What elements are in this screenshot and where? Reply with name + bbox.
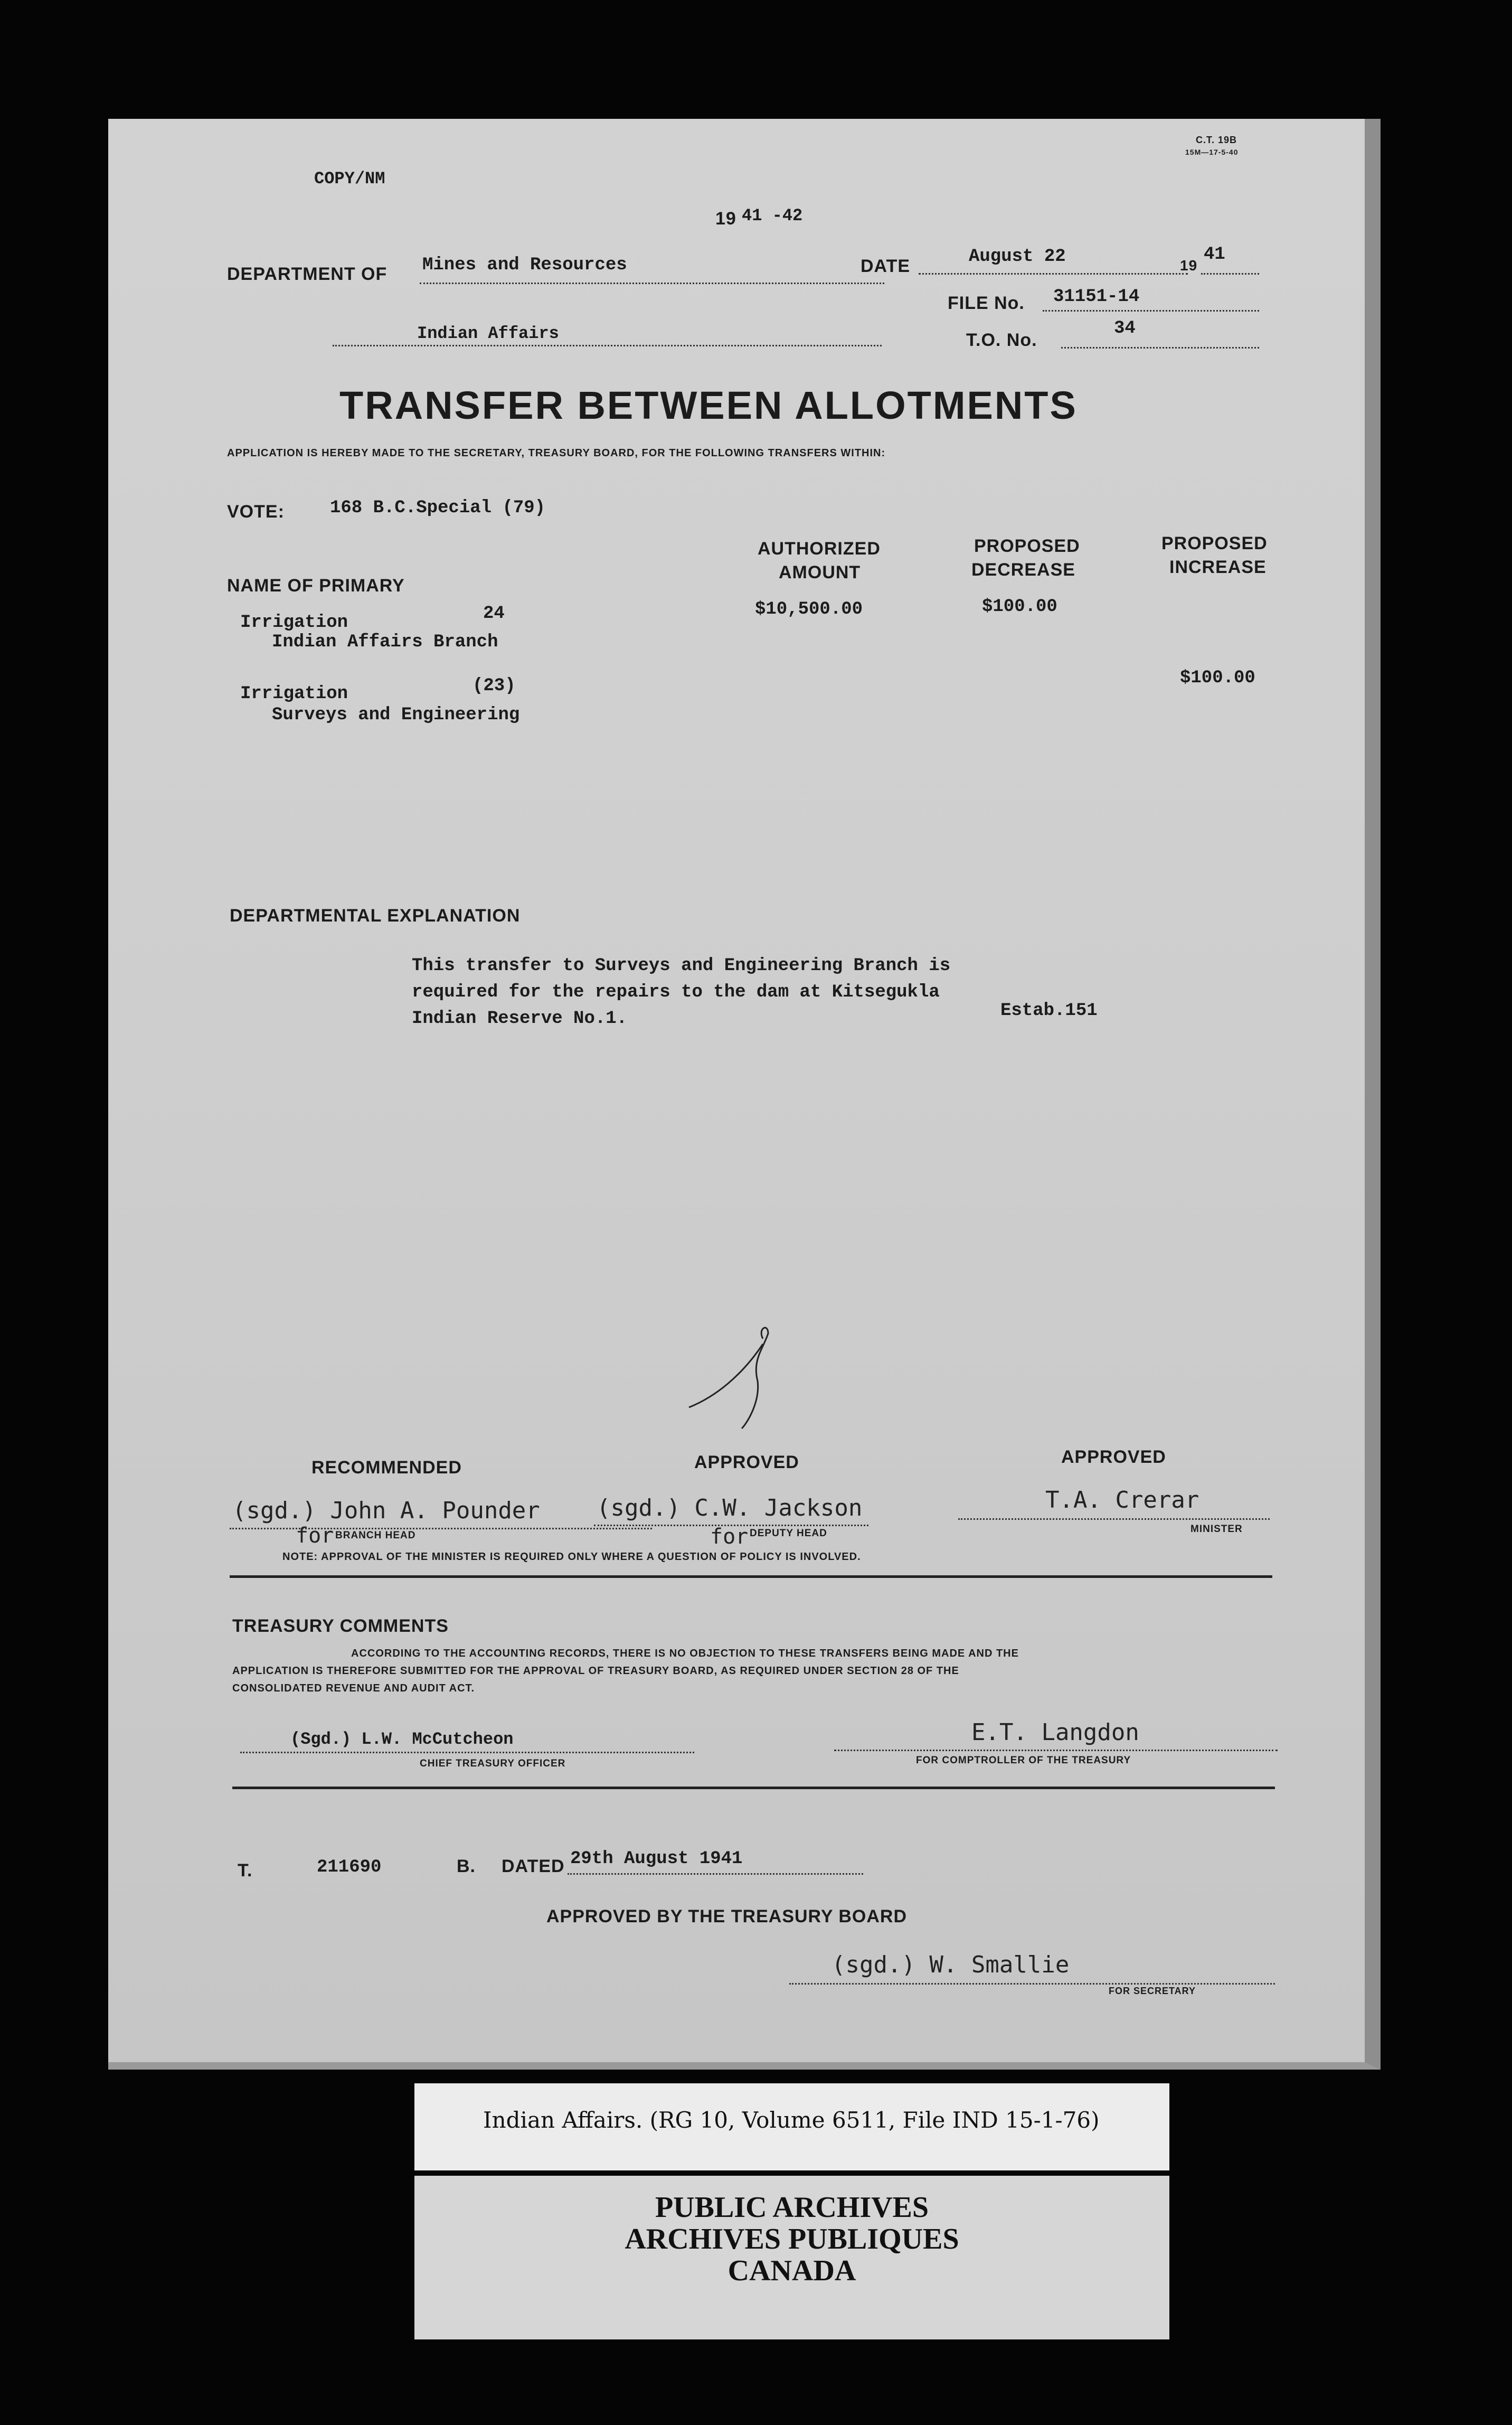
col-decrease-header: PROPOSED xyxy=(974,536,1080,556)
deputy-head-signature: (sgd.) C.W. Jackson xyxy=(597,1495,863,1521)
t-label: T. xyxy=(238,1860,253,1881)
policy-note: NOTE: APPROVAL OF THE MINISTER IS REQUIRED ONLY WHERE A QUESTION OF POLICY IS INVOLVED. xyxy=(282,1551,861,1563)
to-label: T.O. No. xyxy=(966,330,1037,350)
col-authorized-header: AUTHORIZED xyxy=(758,539,881,559)
branch-value: Indian Affairs xyxy=(417,324,559,343)
form-title: TRANSFER BETWEEN ALLOTMENTS xyxy=(339,383,1078,427)
treasury-officer-signature: (Sgd.) L.W. McCutcheon xyxy=(290,1730,514,1749)
explanation-line-3: Indian Reserve No.1. xyxy=(412,1009,628,1029)
to-value: 34 xyxy=(1114,318,1136,339)
treasury-text-line-2: APPLICATION IS THEREFORE SUBMITTED FOR THE APPROVAL OF TREASURY BOARD, AS REQUIRED UNDER SECTION 28 OF THE xyxy=(232,1665,959,1677)
vote-label: VOTE: xyxy=(227,502,285,522)
archive-stamp-line-3: CANADA xyxy=(727,2254,856,2287)
t-number: 211690 xyxy=(317,1857,382,1877)
branch-head-signature: (sgd.) John A. Pounder xyxy=(232,1497,540,1524)
document-page xyxy=(108,119,1381,2070)
branch-head-label: BRANCH HEAD xyxy=(335,1530,416,1541)
for-label-2: for xyxy=(710,1525,749,1549)
row-sub: Surveys and Engineering xyxy=(272,705,520,725)
form-code-2: 15M—17-5-40 xyxy=(1185,148,1239,156)
department-value: Mines and Resources xyxy=(422,255,627,275)
b-label: B. xyxy=(457,1856,476,1876)
form-code: C.T. 19B xyxy=(1196,135,1237,145)
row-decrease: $100.00 xyxy=(982,597,1057,617)
col-decrease-header-2: DECREASE xyxy=(971,560,1075,580)
approved-label-1: APPROVED xyxy=(694,1452,799,1472)
department-label: DEPARTMENT OF xyxy=(227,264,388,284)
comptroller-label: FOR COMPTROLLER OF THE TREASURY xyxy=(916,1755,1131,1766)
col-increase-header: PROPOSED xyxy=(1161,533,1268,553)
archive-stamp-line-1: PUBLIC ARCHIVES xyxy=(655,2191,929,2224)
secretary-label: FOR SECRETARY xyxy=(1109,1986,1196,1996)
divider xyxy=(232,1787,1275,1789)
treasury-comments-label: TREASURY COMMENTS xyxy=(232,1616,449,1636)
file-label: FILE No. xyxy=(948,293,1025,313)
row-authorized: $10,500.00 xyxy=(755,599,863,619)
archive-reference-label xyxy=(414,2083,1169,2170)
file-value: 31151-14 xyxy=(1053,287,1140,307)
pencil-mark xyxy=(684,1318,779,1434)
approved-by-board: APPROVED BY THE TREASURY BOARD xyxy=(546,1906,908,1926)
date-year: 41 xyxy=(1204,245,1225,265)
explanation-label: DEPARTMENTAL EXPLANATION xyxy=(230,906,521,926)
secretary-signature: (sgd.) W. Smallie xyxy=(831,1951,1070,1978)
date-value: August 22 xyxy=(969,247,1066,267)
archive-stamp-line-2: ARCHIVES PUBLIQUES xyxy=(625,2223,959,2255)
approved-label-2: APPROVED xyxy=(1061,1447,1166,1467)
row-sub: Indian Affairs Branch xyxy=(272,632,498,652)
date-year-prefix: 19 xyxy=(1180,257,1198,274)
archive-reference: Indian Affairs. (RG 10, Volume 6511, File IND 15-1-76) xyxy=(483,2107,1100,2133)
explanation-line-1: This transfer to Surveys and Engineering Branch is xyxy=(412,956,951,976)
col-increase-header-2: INCREASE xyxy=(1169,557,1267,577)
date-label: DATE xyxy=(861,256,911,276)
treasury-text-line-1: ACCORDING TO THE ACCOUNTING RECORDS, THERE IS NO OBJECTION TO THESE TRANSFERS BEING MADE AND THE xyxy=(351,1648,1019,1659)
archive-stamp xyxy=(414,2176,1169,2339)
treasury-officer-label: CHIEF TREASURY OFFICER xyxy=(420,1758,566,1769)
application-text: APPLICATION IS HEREBY MADE TO THE SECRETARY, TREASURY BOARD, FOR THE FOLLOWING TRANSFERS WITHIN: xyxy=(227,447,886,459)
recommended-label: RECOMMENDED xyxy=(311,1458,462,1478)
deputy-head-label: DEPUTY HEAD xyxy=(750,1528,827,1539)
row-number: (23) xyxy=(472,676,516,696)
copy-mark: COPY/NM xyxy=(314,169,385,189)
vote-value: 168 B.C.Special (79) xyxy=(330,498,546,518)
col-primary-header: NAME OF PRIMARY xyxy=(227,576,405,596)
explanation-line-2: required for the repairs to the dam at Kitsegukla xyxy=(412,982,940,1002)
row-number: 24 xyxy=(483,604,505,624)
comptroller-signature: E.T. Langdon xyxy=(971,1719,1139,1746)
estab-number: Estab.151 xyxy=(1000,1001,1098,1021)
dated-value: 29th August 1941 xyxy=(570,1849,743,1869)
minister-label: MINISTER xyxy=(1190,1524,1243,1535)
col-authorized-header-2: AMOUNT xyxy=(779,562,861,582)
for-label-1: for xyxy=(296,1524,334,1548)
treasury-text-line-3: CONSOLIDATED REVENUE AND AUDIT ACT. xyxy=(232,1683,475,1694)
row-name: Irrigation xyxy=(240,684,348,704)
minister-signature: T.A. Crerar xyxy=(1045,1487,1199,1514)
dated-label: DATED xyxy=(502,1856,565,1876)
divider xyxy=(230,1575,1272,1578)
row-increase: $100.00 xyxy=(1180,668,1255,688)
fiscal-prefix: 19 xyxy=(715,209,736,229)
row-name: Irrigation xyxy=(240,613,348,633)
fiscal-value: 41 -42 xyxy=(742,206,803,225)
